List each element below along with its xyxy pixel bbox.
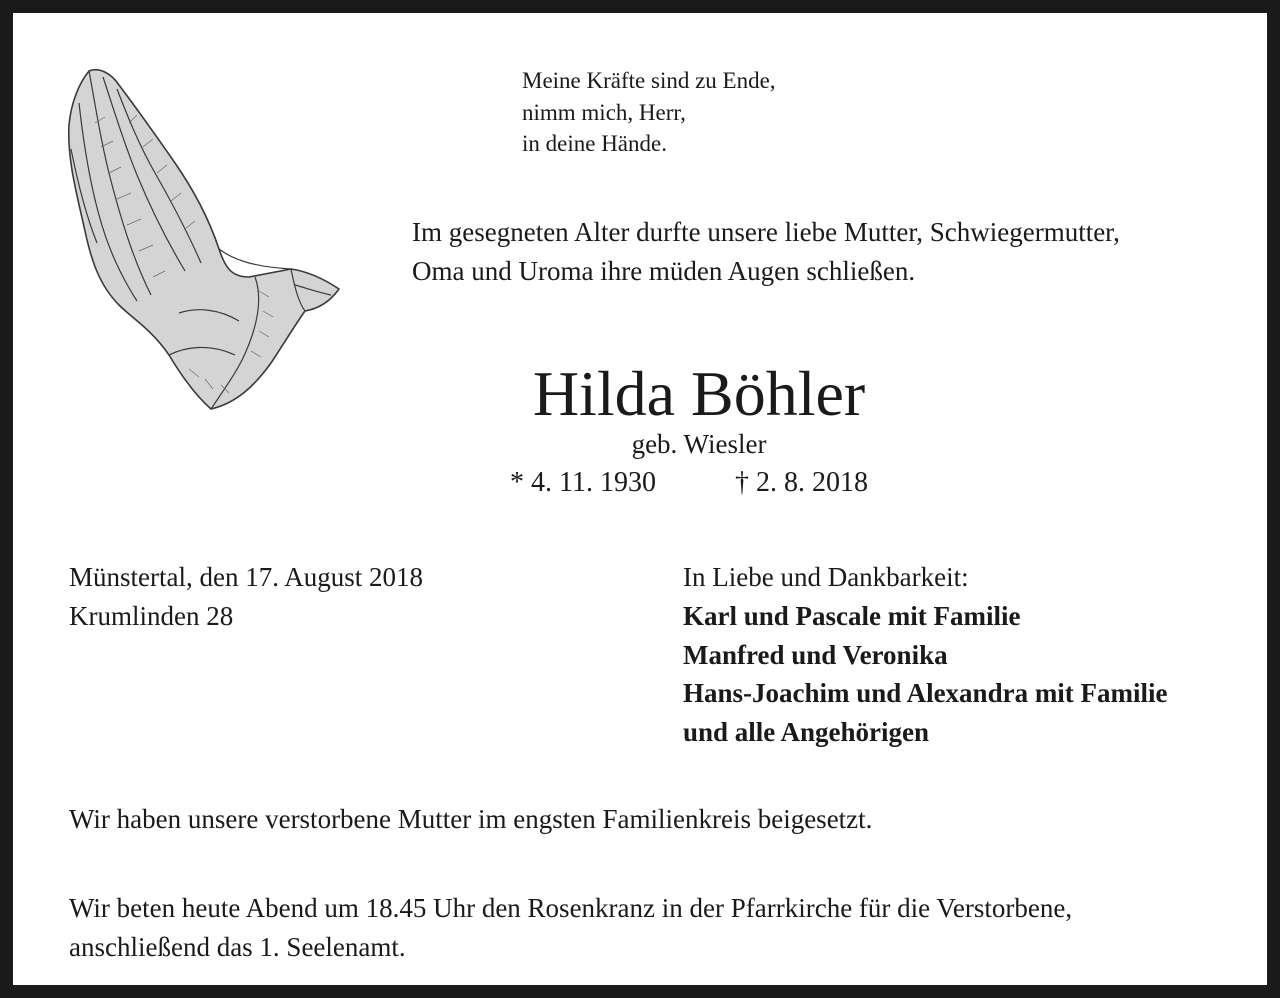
- birth-name: geb. Wiesler: [631, 429, 767, 459]
- quote-line: in deine Hände.: [522, 131, 667, 156]
- place-line: Münstertal, den 17. August 2018: [69, 562, 423, 592]
- family-intro: In Liebe und Dankbarkeit:: [683, 562, 969, 592]
- family-member: Hans-Joachim und Alexandra mit Familie: [683, 678, 1168, 708]
- family-members: [683, 597, 1168, 751]
- place-and-date: [69, 558, 423, 636]
- deceased-name: Hilda Böhler: [532, 358, 866, 429]
- bible-quote: [522, 65, 776, 160]
- intro-line: Oma und Uroma ihre müden Augen schließen.: [412, 256, 916, 286]
- address-line: Krumlinden 28: [69, 601, 234, 631]
- burial-line: Wir haben unsere verstorbene Mutter im engsten Familienkreis beigesetzt.: [69, 804, 873, 834]
- quote-line: Meine Kräfte sind zu Ende,: [522, 68, 776, 93]
- intro-line: Im gesegneten Alter durfte unsere liebe Mutter, Schwiegermutter,: [412, 217, 1120, 247]
- intro-text: [412, 213, 1120, 291]
- death-date: † 2. 8. 2018: [735, 467, 868, 498]
- family-member: und alle Angehörigen: [683, 716, 930, 747]
- burial-note: [69, 800, 872, 839]
- quote-line: nimm mich, Herr,: [522, 99, 686, 125]
- family-member: Karl und Pascale mit Familie: [683, 601, 1021, 631]
- rosary-note: [69, 889, 1072, 967]
- birth-date: * 4. 11. 1930: [510, 467, 656, 498]
- rosary-line: anschließend das 1. Seelenamt.: [69, 932, 406, 962]
- family-member: Manfred und Veronika: [683, 639, 948, 670]
- rosary-line: Wir beten heute Abend um 18.45 Uhr den Rosenkranz in der Pfarrkirche für die Verstorbene,: [69, 893, 1073, 923]
